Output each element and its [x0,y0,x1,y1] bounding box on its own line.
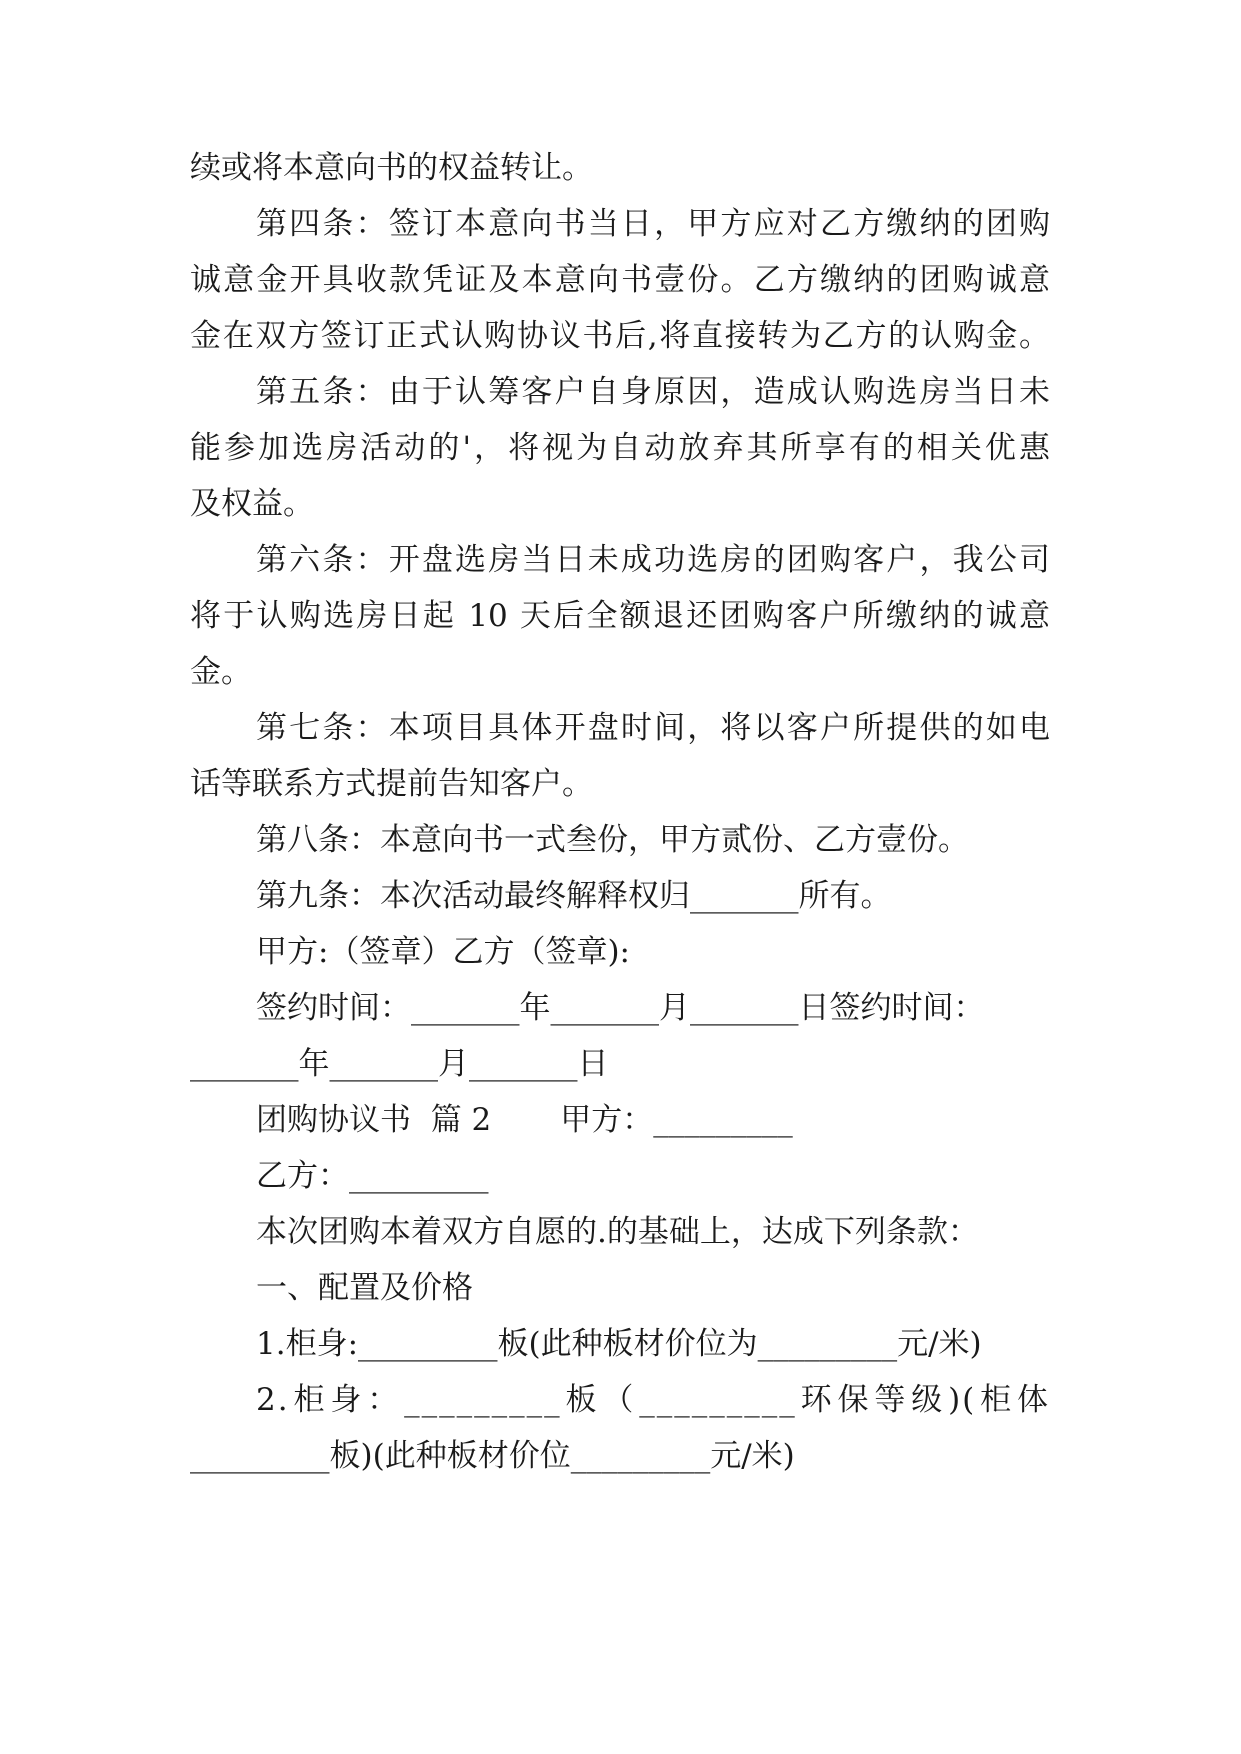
signing-date-line-1: 签约时间：_______年_______月_______日签约时间： [256,990,985,1026]
article-5-line-2: 能参加选房活动的'，将视为自动放弃其所享有的相关优惠 [190,430,1050,466]
item-1-line: 1.柜身:_________板(此种板材价位为_________元/米) [256,1326,982,1362]
article-5-line-3: 及权益。 [190,486,314,522]
item-2-line-1: 2.柜身：_________板（_________环保等级)(柜体 [256,1382,1050,1418]
article-4-line-2: 诚意金开具收款凭证及本意向书壹份。乙方缴纳的团购诚意 [190,262,1050,298]
article-4-line-3: 金在双方签订正式认购协议书后,将直接转为乙方的认购金。 [190,318,1050,354]
article-7-line-2: 话等联系方式提前告知客户。 [190,766,593,802]
agreement-2-heading: 团购协议书 篇 2 甲方：_________ [256,1102,793,1138]
article-7-line-1: 第七条：本项目具体开盘时间，将以客户所提供的如电 [256,710,1050,746]
section-heading-config-price: 一、配置及价格 [256,1270,473,1306]
item-2-line-2: _________板)(此种板材价位_________元/米) [190,1438,795,1474]
article-5-line-1: 第五条：由于认筹客户自身原因，造成认购选房当日未 [256,374,1050,410]
article-4-line-1: 第四条：签订本意向书当日，甲方应对乙方缴纳的团购 [256,206,1050,242]
article-8: 第八条：本意向书一式叁份，甲方贰份、乙方壹份。 [256,822,969,858]
article-6-line-3: 金。 [190,654,252,690]
signature-line: 甲方:（签章）乙方（签章): [256,934,630,970]
article-6-line-2: 将于认购选房日起 10 天后全额退还团购客户所缴纳的诚意 [190,598,1050,634]
article-9: 第九条：本次活动最终解释权归_______所有。 [256,878,892,914]
signing-date-line-2: _______年_______月_______日 [190,1046,609,1082]
article-6-line-1: 第六条：开盘选房当日未成功选房的团购客户，我公司 [256,542,1050,578]
paragraph-line: 续或将本意向书的权益转让。 [190,150,593,186]
preamble-line: 本次团购本着双方自愿的.的基础上，达成下列条款： [256,1214,979,1250]
party-b-line: 乙方：_________ [256,1158,489,1194]
